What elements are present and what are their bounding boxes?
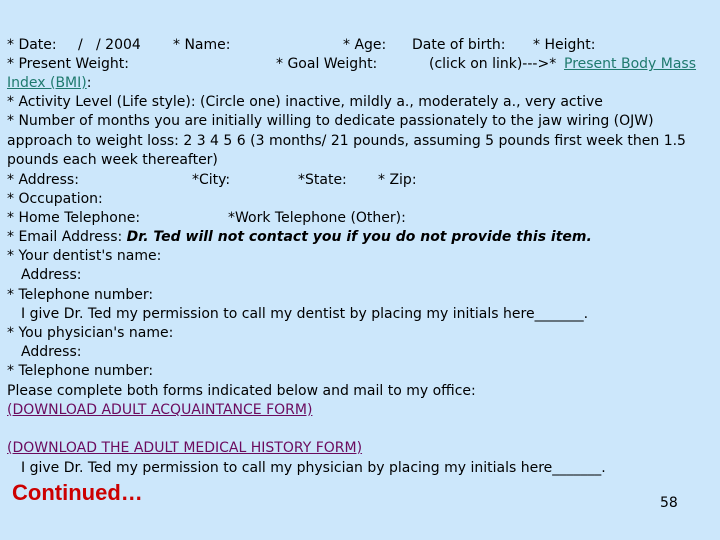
physician-phone-label: * Telephone number: bbox=[7, 363, 154, 379]
work-phone-label: *Work Telephone (Other): bbox=[228, 210, 406, 226]
click-on-link-text: (click on link)--->* bbox=[429, 56, 557, 72]
download-acquaintance-link[interactable]: (DOWNLOAD ADULT ACQUAINTANCE FORM) bbox=[7, 402, 313, 418]
height-label: * Height: bbox=[533, 37, 596, 53]
age-label: * Age: bbox=[343, 37, 387, 53]
date-year: / 2004 bbox=[96, 37, 141, 53]
physician-permission: I give Dr. Ted my permission to call my physician by placing my initials here_______. bbox=[21, 460, 606, 476]
download-medical-link[interactable]: (DOWNLOAD THE ADULT MEDICAL HISTORY FORM) bbox=[7, 440, 363, 456]
home-phone-label: * Home Telephone: bbox=[7, 210, 141, 226]
address-label: * Address: bbox=[7, 172, 79, 188]
occupation-label: * Occupation: bbox=[7, 191, 103, 207]
zip-label: * Zip: bbox=[378, 172, 417, 188]
email-note: Dr. Ted will not contact you if you do not provide this item. bbox=[126, 229, 592, 245]
dentist-permission: I give Dr. Ted my permission to call my dentist by placing my initials here_______. bbox=[21, 306, 589, 322]
date-slash: / bbox=[78, 37, 83, 53]
name-label: * Name: bbox=[173, 37, 231, 53]
city-label: *City: bbox=[192, 172, 231, 188]
bmi-colon: : bbox=[86, 75, 92, 91]
present-weight-label: * Present Weight: bbox=[7, 56, 129, 72]
months-question: * Number of months you are initially willing to dedicate passionately to the jaw wiring (OJW) approach to weight loss: 2 3 4 5 6 (3 months/ 21 pounds, assuming 5 pounds first week then 1.5 pounds each week thereafter) bbox=[7, 113, 686, 168]
continued-label: Continued… bbox=[12, 480, 143, 505]
dentist-name-label: * Your dentist's name: bbox=[7, 248, 162, 264]
dob-label: Date of birth: bbox=[412, 37, 506, 53]
date-label: * Date: bbox=[7, 37, 57, 53]
download-medical-row bbox=[7, 439, 715, 458]
physician-address-label: Address: bbox=[21, 344, 82, 360]
bmi-row bbox=[7, 74, 715, 93]
state-label: *State: bbox=[298, 172, 347, 188]
physician-name-label: * You physician's name: bbox=[7, 325, 174, 341]
bmi-link-continued[interactable]: Index (BMI) bbox=[7, 75, 87, 91]
download-acquaintance-row bbox=[7, 401, 715, 420]
dentist-phone-label: * Telephone number: bbox=[7, 287, 154, 303]
page-number: 58 bbox=[660, 495, 678, 511]
dentist-address-label: Address: bbox=[21, 267, 82, 283]
email-label: * Email Address: bbox=[7, 229, 123, 245]
goal-weight-label: * Goal Weight: bbox=[276, 56, 378, 72]
email-row bbox=[7, 228, 715, 247]
bmi-link[interactable]: Present Body Mass bbox=[564, 56, 697, 72]
activity-level: * Activity Level (Life style): (Circle one) inactive, mildly a., moderately a., very active bbox=[7, 94, 603, 110]
mail-instruction: Please complete both forms indicated below and mail to my office: bbox=[7, 383, 476, 399]
